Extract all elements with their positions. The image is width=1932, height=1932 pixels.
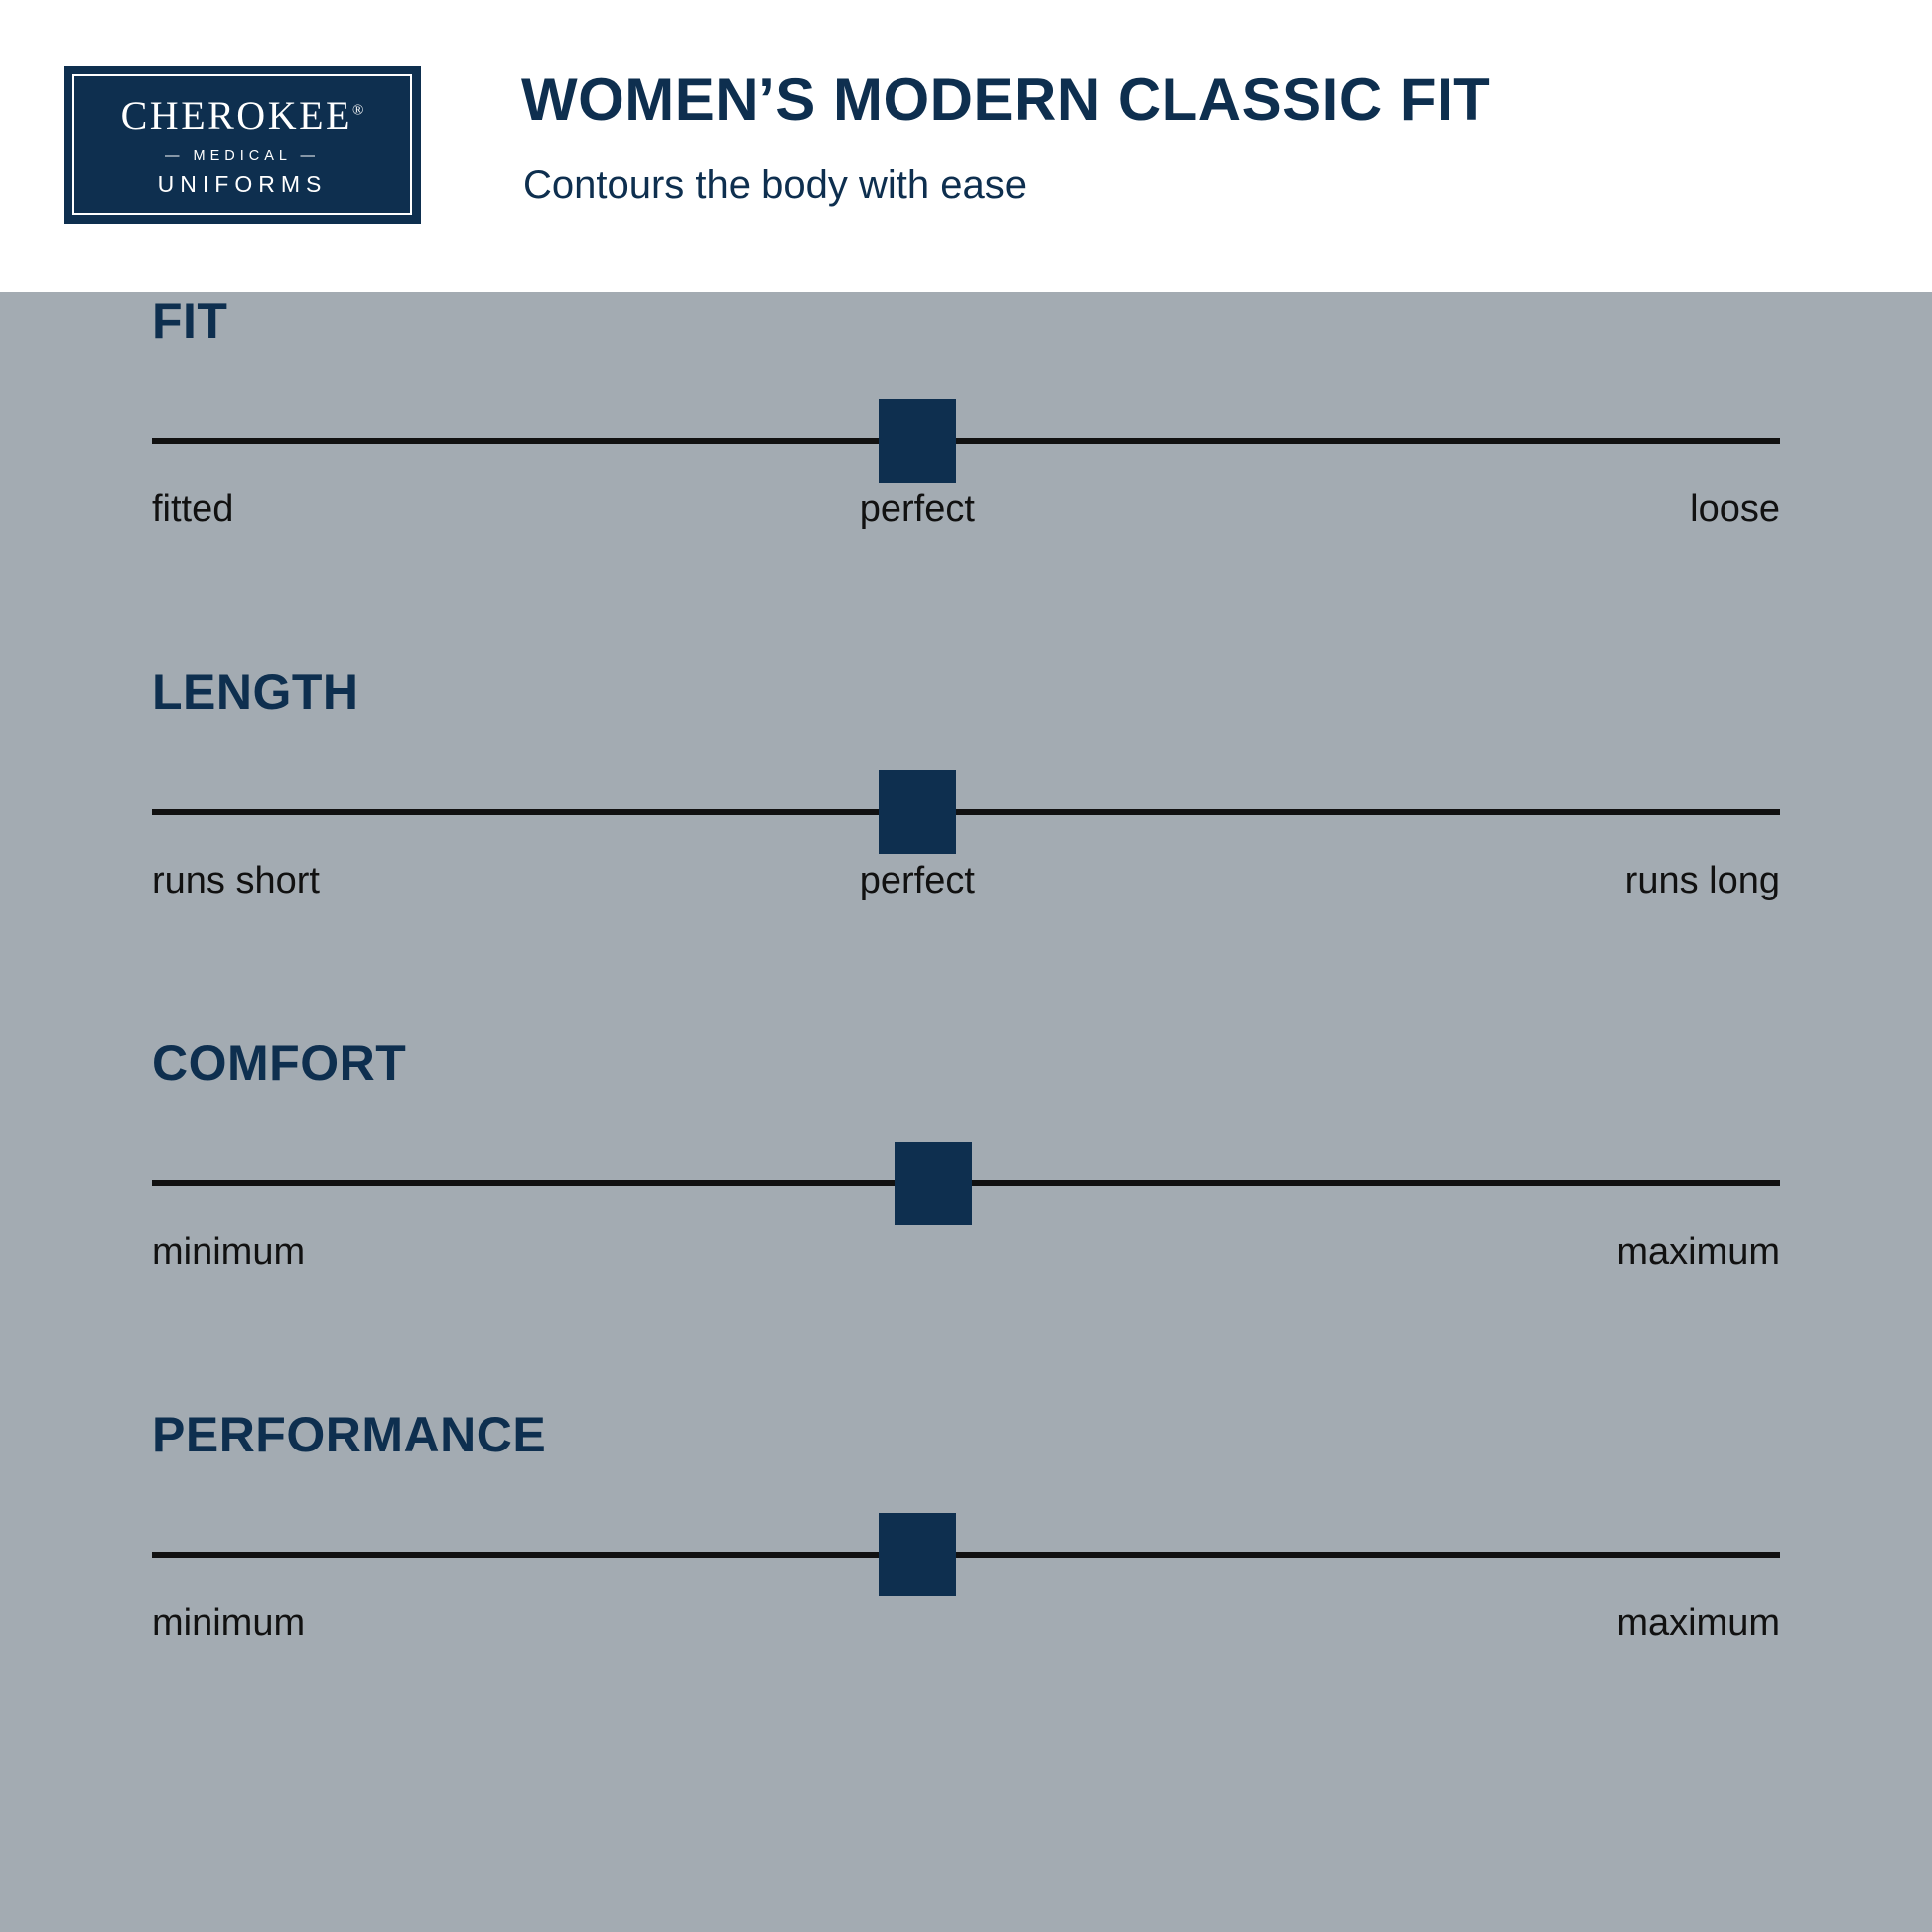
scale-labels (152, 860, 1780, 911)
scale-label-center: perfect (859, 860, 975, 901)
scale-marker[interactable] (879, 1513, 956, 1596)
scale-length (0, 663, 1932, 1035)
scale-track (152, 809, 1780, 815)
scale-marker[interactable] (879, 399, 956, 483)
registered-trademark-icon: ® (351, 102, 364, 119)
scale-track-wrapper (152, 770, 1780, 854)
scale-comfort (0, 1035, 1932, 1406)
scale-track (152, 1552, 1780, 1558)
scale-label-left: runs short (152, 860, 320, 901)
scale-label-left: minimum (152, 1602, 306, 1644)
logo-inner-frame (72, 74, 412, 215)
scale-labels (152, 1602, 1780, 1654)
scale-labels (152, 1231, 1780, 1283)
scale-performance (0, 1406, 1932, 1777)
scale-title: PERFORMANCE (152, 1407, 547, 1462)
cherokee-logo (64, 66, 421, 224)
scale-marker[interactable] (879, 770, 956, 854)
scale-track-wrapper (152, 399, 1780, 483)
scale-title: COMFORT (152, 1035, 407, 1091)
scales-container (0, 292, 1932, 1777)
logo-subtitle-medical: — MEDICAL — (165, 148, 320, 164)
scale-labels (152, 488, 1780, 540)
scale-label-right: runs long (1624, 860, 1780, 901)
scale-title: FIT (152, 293, 228, 348)
scale-track-wrapper (152, 1513, 1780, 1596)
page-title: WOMEN’S MODERN CLASSIC FIT (521, 67, 1491, 133)
scale-fit (0, 292, 1932, 663)
scale-marker[interactable] (895, 1142, 972, 1225)
scale-title: LENGTH (152, 664, 359, 720)
scale-label-center: perfect (859, 488, 975, 530)
logo-brand-name (121, 92, 364, 139)
scale-label-left: fitted (152, 488, 234, 530)
scale-label-right: maximum (1616, 1231, 1780, 1273)
scale-label-right: loose (1690, 488, 1780, 530)
header (0, 0, 1932, 292)
logo-brand-text: CHEROKEE (120, 93, 352, 138)
scale-label-left: minimum (152, 1231, 306, 1273)
page-subtitle: Contours the body with ease (523, 163, 1027, 207)
scale-track-wrapper (152, 1142, 1780, 1225)
logo-subtitle-uniforms: UNIFORMS (157, 171, 328, 197)
scale-track (152, 438, 1780, 444)
scale-label-right: maximum (1616, 1602, 1780, 1644)
